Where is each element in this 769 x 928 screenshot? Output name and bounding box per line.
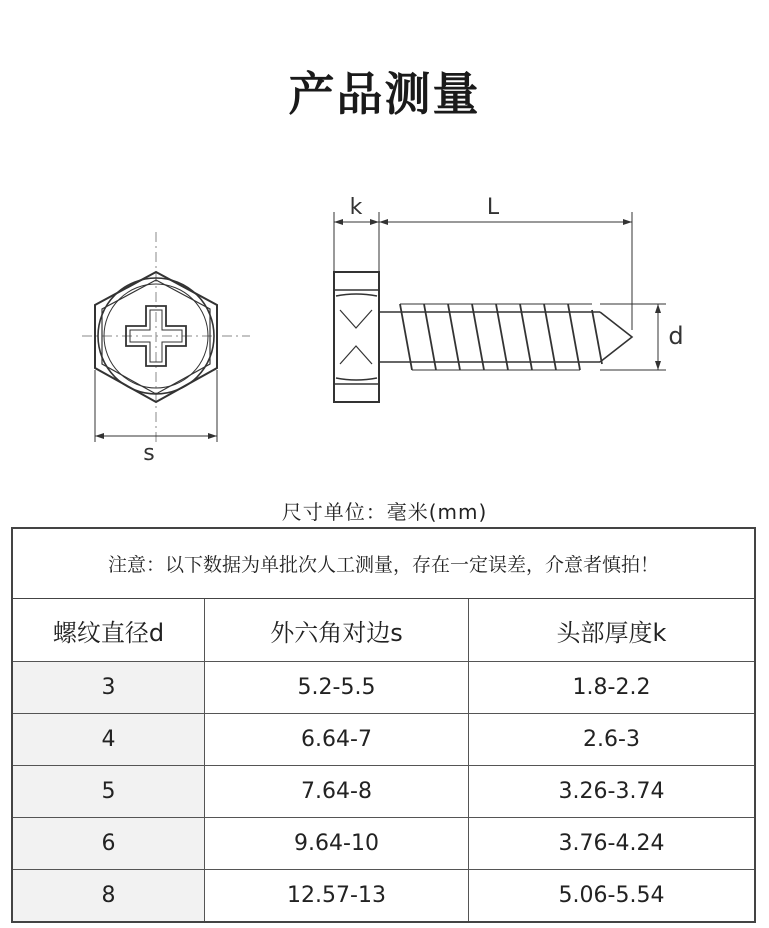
table-row <box>13 714 754 766</box>
cell-thread-diameter: 6 <box>13 818 204 869</box>
cell-thread-diameter: 4 <box>13 714 204 765</box>
cell-hex-width: 12.57-13 <box>204 870 468 921</box>
cell-head-thickness: 2.6-3 <box>468 714 754 765</box>
cell-hex-width: 9.64-10 <box>204 818 468 869</box>
table-row <box>13 766 754 818</box>
table-row <box>13 870 754 921</box>
label-k: k <box>349 195 363 220</box>
cell-hex-width: 5.2-5.5 <box>204 662 468 713</box>
unit-note: 尺寸单位：毫米(mm) <box>281 500 488 524</box>
cell-thread-diameter: 5 <box>13 766 204 817</box>
header-hex-width: 外六角对边s <box>204 599 468 661</box>
hex-head-front-view <box>82 232 250 442</box>
cell-thread-diameter: 8 <box>13 870 204 921</box>
header-head-thickness: 头部厚度k <box>468 599 754 661</box>
page-title: 产品测量 <box>288 67 481 121</box>
table-row <box>13 662 754 714</box>
cell-head-thickness: 3.76-4.24 <box>468 818 754 869</box>
label-s: s <box>143 441 155 466</box>
cell-thread-diameter: 3 <box>13 662 204 713</box>
cell-head-thickness: 5.06-5.54 <box>468 870 754 921</box>
measurement-table <box>11 527 756 923</box>
table-header-row <box>13 599 754 662</box>
cell-head-thickness: 1.8-2.2 <box>468 662 754 713</box>
cell-head-thickness: 3.26-3.74 <box>468 766 754 817</box>
cell-hex-width: 6.64-7 <box>204 714 468 765</box>
table-row <box>13 818 754 870</box>
header-thread-diameter: 螺纹直径d <box>52 618 165 647</box>
screw-dimension-diagram <box>0 180 769 480</box>
cell-hex-width: 7.64-8 <box>204 766 468 817</box>
label-d: d <box>668 322 684 350</box>
table-notice: 注意：以下数据为单批次人工测量，存在一定误差，介意者慎拍！ <box>13 529 754 599</box>
screw-side-view <box>334 272 632 402</box>
label-L: L <box>486 195 500 220</box>
